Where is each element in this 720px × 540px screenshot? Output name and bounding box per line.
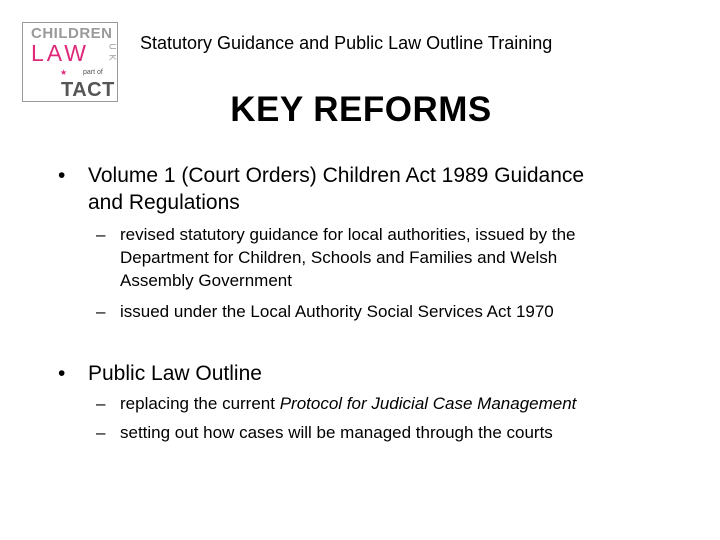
slide-title [0, 88, 720, 132]
slide-title-text: KEY REFORMS [230, 90, 492, 129]
logo-children-text: CHILDREN [31, 25, 113, 42]
bullet-text [88, 360, 262, 387]
sub-bullet-prefix: replacing the current [120, 394, 280, 413]
logo-tact-text: TACT [61, 79, 115, 101]
sub-bullet-line: revised statutory guidance for local authorities, issued by the [120, 225, 576, 244]
logo-law-text: LAW [31, 40, 89, 66]
bullet-line: Public Law Outline [88, 362, 262, 385]
bullet-mark: • [58, 164, 66, 187]
bullet-text [88, 162, 584, 216]
logo-uk-k: K [107, 54, 118, 61]
sub-bullet-line: setting out how cases will be managed through the courts [120, 423, 553, 442]
sub-bullet-text [120, 392, 576, 415]
sub-bullet-mark: – [96, 423, 106, 442]
bullet-line: Volume 1 (Court Orders) Children Act 1989 Guidance [88, 164, 585, 187]
bullet-mark: • [58, 362, 66, 385]
sub-bullet-text [120, 421, 553, 444]
sub-bullet-line: Assembly Government [120, 271, 292, 290]
sub-bullet-line: issued under the Local Authority Social Services Act 1970 [120, 302, 554, 321]
sub-bullet-mark: – [96, 394, 106, 413]
protocol-title: Protocol for Judicial Case Management [279, 394, 577, 413]
sub-bullet-mark: – [96, 302, 106, 321]
bullet-line: and Regulations [88, 191, 240, 214]
logo-uk-u: U [107, 43, 118, 50]
logo-part-of-text: part of [83, 69, 103, 76]
sub-bullet-mark: – [96, 225, 106, 244]
sub-bullet-text [120, 223, 575, 292]
sub-bullet-line: Department for Children, Schools and Families and Welsh [120, 248, 558, 267]
sub-bullet-text [120, 300, 554, 323]
header-title: Statutory Guidance and Public Law Outline Training [140, 33, 553, 53]
logo-star-icon: ★ [60, 68, 68, 77]
logo-uk-text [107, 42, 117, 62]
